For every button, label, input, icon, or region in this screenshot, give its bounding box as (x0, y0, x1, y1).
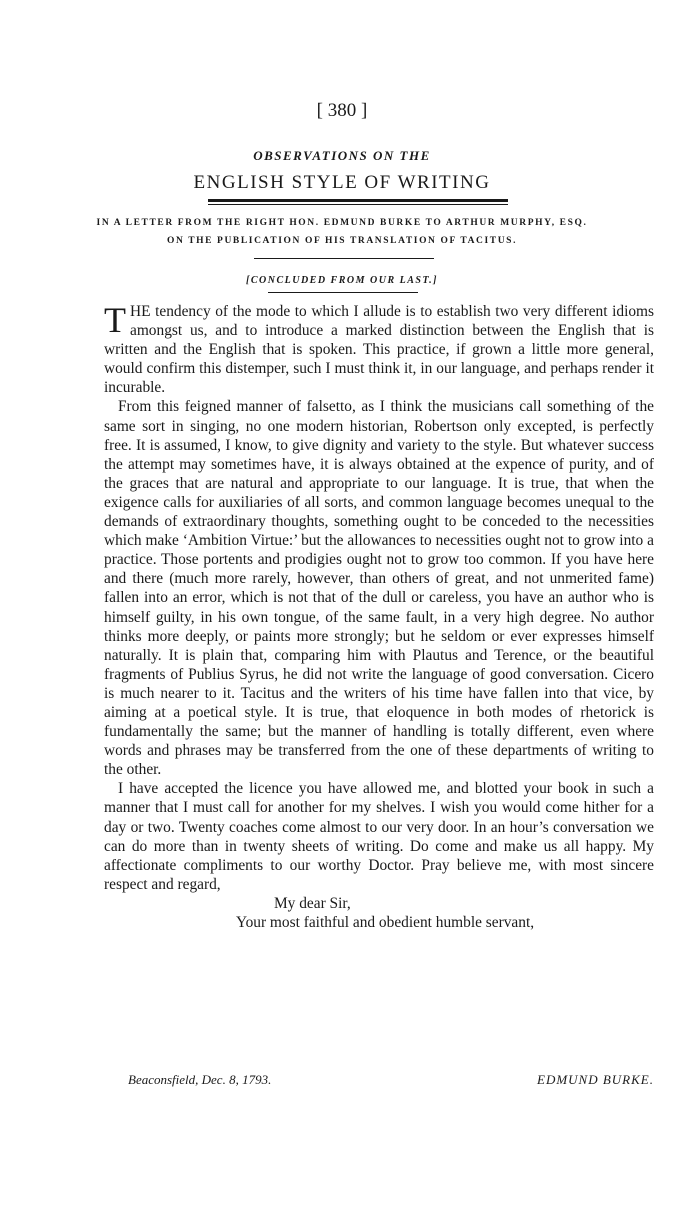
title-rule (208, 199, 508, 202)
paragraph-2: From this feigned manner of falsetto, as I think the musicians call something of the same sort in singing, no one modern historian, Robertson only excepted, is perfectly free. It is assumed, I know, to give dignity and variety to the style. But whatever success the attempt may sometimes have, it is always obtained at the expence of purity, and of the graces that are natural and appropriate to our language. It is true, that when the exigence calls for auxiliaries of all sorts, and common language becomes unequal to the demands of extraordinary thoughts, something ought to be conceded to the necessities which make ‘Ambition Virtue:’ but the allowances to necessities ought not to grow into a practice. Those portents and prodigies ought not to grow too common. If you have here and there (much more rarely, however, than others of great, and not unmerited fame) fallen into an error, which is not that of the dull or careless, you have an author who is himself guilty, in his own tongue, of the same fault, in a very high degree. No author thinks more deeply, or paints more strongly; but he seldom or ever expresses himself naturally. It is plain that, comparing him with Plautus and Terence, or the beautiful fragments of Publius Syrus, he did not write the language of good conversation. Cicero is much nearer to it. Tacitus and the writers of his time have fallen into that vice, by aiming at a poetical style. It is true, that eloquence in both modes of rhetorick is fundamentally the same; but the manner of handling is totally different, even where words and phrases may be transferred from the one of these departments of writing to the other. (104, 398, 654, 779)
place-date: Beaconsfield, Dec. 8, 1793. (128, 1072, 272, 1087)
concluded-note: [CONCLUDED FROM OUR LAST.] (246, 275, 438, 286)
paragraph-1-text: HE tendency of the mode to which I allude is to establish two very different idioms amongst us, and to introduce a marked distinction between the English that is written and the English that is spoken. This practice, if grown a little more general, would confirm this distemper, such I must think it, in our language, and perhaps render it incurable. (104, 303, 654, 397)
closing-line: Your most faithful and obedient humble servant, (236, 914, 535, 931)
title-rule-thin (208, 204, 508, 205)
article-body (104, 302, 654, 932)
subtitle-line-2: ON THE PUBLICATION OF HIS TRANSLATION OF TACITUS. (166, 236, 518, 246)
paragraph-3: I have accepted the licence you have allowed me, and blotted your book in such a manner that I must call for another for my shelves. I wish you would come hither for a day or two. Twenty coaches come almost to our very door. In an hour’s conversation we can do more than in twenty sheets of writing. Do come and make us all happy. My affectionate compliments to our worthy Doctor. Pray believe me, with most sincere respect and regard, (104, 780, 654, 893)
title-large: ENGLISH STYLE OF WRITING (193, 172, 491, 193)
subtitle-line-1: IN A LETTER FROM THE RIGHT HON. EDMUND BURKE TO ARTHUR MURPHY, ESQ. (96, 218, 588, 228)
subtitle-rule (254, 258, 434, 259)
salutation: My dear Sir, (274, 894, 351, 912)
signature: EDMUND BURKE. (537, 1072, 654, 1087)
drop-cap: T (104, 300, 126, 340)
concluded-rule (268, 292, 418, 293)
page-number: [ 380 ] (316, 100, 368, 121)
title-small: OBSERVATIONS ON THE (253, 148, 431, 163)
paragraph-1 (104, 302, 654, 397)
